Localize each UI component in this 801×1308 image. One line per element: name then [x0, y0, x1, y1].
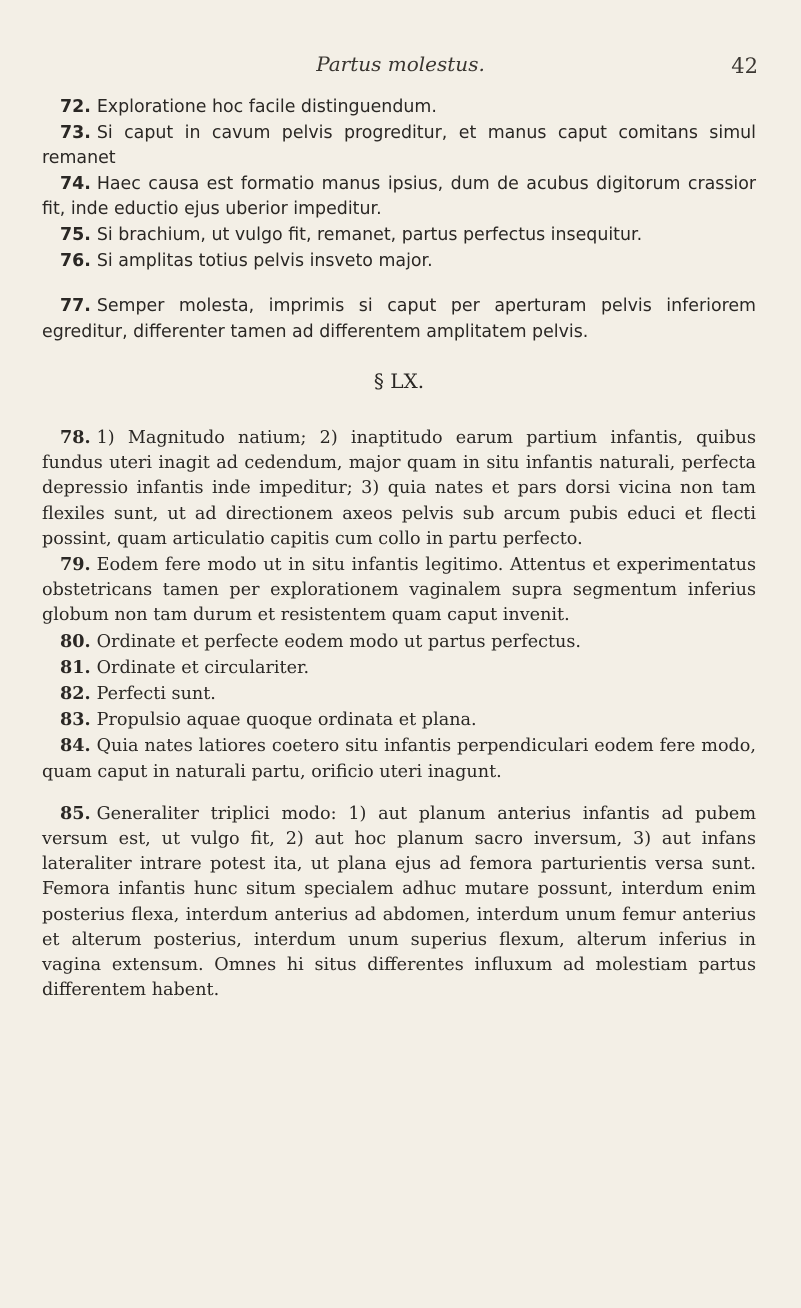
paragraph-text: Quia nates latiores coetero situ infantis perpendiculari eodem fere modo, quam caput in naturali partu, orificio uteri inagunt.	[42, 736, 756, 782]
page-header	[0, 52, 801, 82]
section-heading: § LX.	[373, 369, 425, 394]
paragraph-81	[42, 655, 756, 681]
spacer	[42, 274, 756, 294]
paragraph-83	[42, 707, 756, 733]
paragraph-text: 1) Magnitudo natium; 2) inaptitudo earum partium infantis, quibus fundus uteri inagit ad cedendum, major quam in situ infantis naturali, perfecta depressio infantis inde impeditur; 3) quia nates et pars dorsi vicina non tam flexiles sunt, ut ad directionem axeos pelvis sub arcum pubis educi et flecti possint, quam articulatio capitis cum collo in partu perfecto.	[42, 427, 756, 549]
paragraph-text: Ordinate et circulariter.	[96, 657, 310, 678]
page-number: 42	[731, 54, 758, 78]
paragraph-text: Propulsio aquae quoque ordinata et plana.	[96, 710, 477, 731]
paragraph-84	[42, 733, 756, 784]
paragraph-text: Si amplitas totius pelvis insveto major.	[96, 250, 433, 271]
paragraph-73	[42, 121, 756, 172]
paragraph-text: Exploratione hoc facile distinguendum.	[96, 97, 437, 117]
paragraph-number: 84.	[60, 735, 91, 757]
paragraph-82	[42, 681, 756, 707]
paragraph-number: 82.	[60, 682, 91, 704]
paragraph-text: Si brachium, ut vulgo fit, remanet, partus perfectus insequitur.	[96, 224, 643, 245]
paragraph-number: 85.	[60, 802, 91, 824]
paragraph-85	[42, 801, 756, 1004]
paragraph-number: 83.	[60, 709, 91, 731]
paragraph-number: 81.	[60, 656, 91, 678]
paragraph-76	[42, 249, 756, 275]
paragraph-text: Ordinate et perfecte eodem modo ut partus perfectus.	[96, 631, 581, 652]
paragraph-number: 79.	[60, 553, 91, 575]
paragraph-74	[42, 172, 756, 223]
paragraph-number: 72.	[60, 97, 91, 117]
paragraph-number: 75.	[60, 224, 91, 245]
paragraph-79	[42, 552, 756, 629]
paragraph-77	[42, 294, 756, 345]
paragraph-text: Haec causa est formatio manus ipsius, dum de acubus digitorum crassior fit, inde eductio ejus uberior impeditur.	[42, 173, 756, 220]
paragraph-number: 76.	[60, 250, 91, 271]
paragraph-80	[42, 629, 756, 655]
spacer	[42, 785, 756, 801]
paragraph-number: 74.	[60, 173, 91, 194]
paragraph-text: Generaliter triplici modo: 1) aut planum anterius infantis ad pubem versum est, ut vulgo fit, 2) aut hoc planum sacro inversum, 3) aut infans lateraliter intrare potest ita, ut plana ejus ad femora parturientis versa sunt. Femora infantis hunc situm specialem adhuc mutare possunt, interdum enim posterius flexa, interdum anterius ad abdomen, interdum unum femur anterius et alterum posterius, interdum unum superius flexum, alterum inferius in vagina extensum. Omnes hi situs differentes influxum ad molestiam partus differentem habent.	[42, 803, 756, 1001]
paragraph-text: Semper molesta, imprimis si caput per aperturam pelvis inferiorem egreditur, differenter tamen ad differentem amplitatem pelvis.	[42, 296, 756, 342]
paragraph-75	[42, 223, 756, 249]
section-body	[42, 425, 756, 1003]
paragraph-text: Eodem fere modo ut in situ infantis legitimo. Attentus et experimentatus obstetricans tamen per explorationem vaginalem supra segmentum inferius globum non tam durum et resistentem quam caput invenit.	[42, 554, 756, 626]
paragraph-number: 80.	[60, 630, 91, 652]
running-title: Partus molestus.	[316, 52, 485, 76]
paragraph-text: Perfecti sunt.	[96, 683, 216, 704]
paragraph-number: 73.	[60, 122, 91, 143]
paragraph-72	[42, 95, 756, 121]
page-body	[42, 95, 756, 1003]
paragraph-number: 78.	[60, 426, 91, 448]
paragraph-number: 77.	[60, 296, 91, 317]
paragraph-78	[42, 425, 756, 552]
paragraph-text: Si caput in cavum pelvis progreditur, et manus caput comitans simul remanet	[42, 122, 756, 169]
